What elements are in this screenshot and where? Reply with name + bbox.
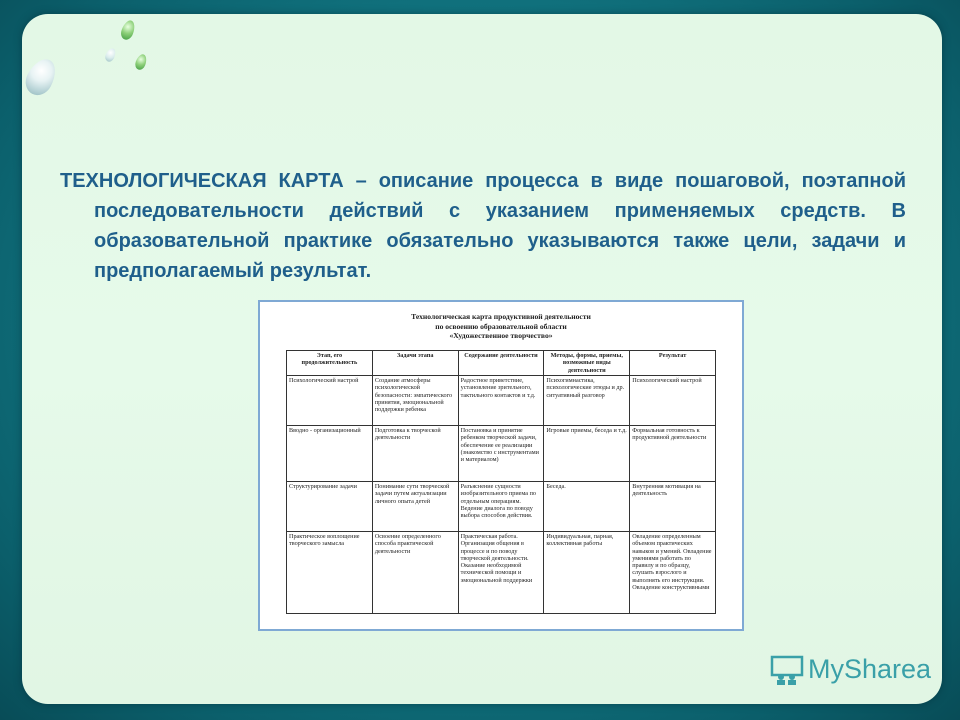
myshared-logo <box>770 654 931 685</box>
table-cell: Индивидуальная, парная, коллективная работы <box>544 532 630 614</box>
table-cell: Подготовка к творческой деятельности <box>372 426 458 482</box>
column-header: Результат <box>630 351 716 376</box>
definition-paragraph <box>60 166 906 286</box>
table-cell: Постановка и принятие ребенком творческой задачи, обеспечение ее реализации (знакомство с инструментами и материалом) <box>458 426 544 482</box>
column-header: Методы, формы, приемы, возможные виды деятельности <box>544 351 630 376</box>
document-title <box>260 312 742 341</box>
table-cell: Освоение определенного способа практической деятельности <box>372 532 458 614</box>
table-cell: Психогимнастика, психологические этюды и др. ситуативный разговор <box>544 376 630 426</box>
table-cell: Практическое воплощение творческого замысла <box>287 532 373 614</box>
technology-map-document <box>258 300 744 631</box>
table-cell: Игровые приемы, беседа и т.д. <box>544 426 630 482</box>
table-row <box>287 426 716 482</box>
water-drop-green-small-icon <box>134 53 149 71</box>
table-cell: Психологический настрой <box>630 376 716 426</box>
table-cell: Понимание сути творческой задачи путем актуализации личного опыта детей <box>372 482 458 532</box>
column-header: Содержание деятельности <box>458 351 544 376</box>
definition-text: ТЕХНОЛОГИЧЕСКАЯ КАРТА – описание процесса в виде пошаговой, поэтапной последовательности действий с указанием применяемых средств. В образовательной практике обязательно указываются также цели, задачи и предполагаемый результат. <box>60 170 906 282</box>
table-header-row <box>287 351 716 376</box>
table-cell: Структурирование задачи <box>287 482 373 532</box>
table-cell: Овладение определенным объемом практических навыков и умений. Овладение умениями работать по правилу и по образцу, слушать взрослого и выполнять его инструкции. Овладение конструктивными <box>630 532 716 614</box>
table-cell: Внутренняя мотивация на деятельность <box>630 482 716 532</box>
table-cell: Вводно - организационный <box>287 426 373 482</box>
logo-text: MySharea <box>808 654 932 684</box>
table-cell: Формальная готовность к продуктивной деятельности <box>630 426 716 482</box>
water-drop-large-icon <box>21 54 62 100</box>
table-cell: Разъяснение сущности изобразительного приема по отдельным операциям. Ведение диалога по поводу выбора способов действия. <box>458 482 544 532</box>
document-title-line-3: «Художественное творчество» <box>449 331 553 340</box>
water-drop-green-icon <box>119 19 137 42</box>
classroom-logo-icon <box>770 655 804 685</box>
table-cell: Радостное приветствие, установление зрительного, тактильного контактов и т.д. <box>458 376 544 426</box>
column-header: Этап, его продолжительность <box>287 351 373 376</box>
document-title-line-1: Технологическая карта продуктивной деятельности <box>411 312 591 321</box>
technology-map-table <box>286 350 716 614</box>
table-cell: Беседа. <box>544 482 630 532</box>
table-row <box>287 376 716 426</box>
table-cell: Создание атмосферы психологической безопасности: эмпатического принятия, эмоциональной поддержки ребенка <box>372 376 458 426</box>
table-row <box>287 532 716 614</box>
table-cell: Практическая работа. Организация общения в процессе и по поводу творческой деятельности. Оказание необходимой технической помощи и эмоциональной поддержки <box>458 532 544 614</box>
water-drop-small-icon <box>103 47 117 63</box>
table-cell: Психологический настрой <box>287 376 373 426</box>
column-header: Задачи этапа <box>372 351 458 376</box>
document-title-line-2: по освоению образовательной области <box>435 321 567 331</box>
table-row <box>287 482 716 532</box>
